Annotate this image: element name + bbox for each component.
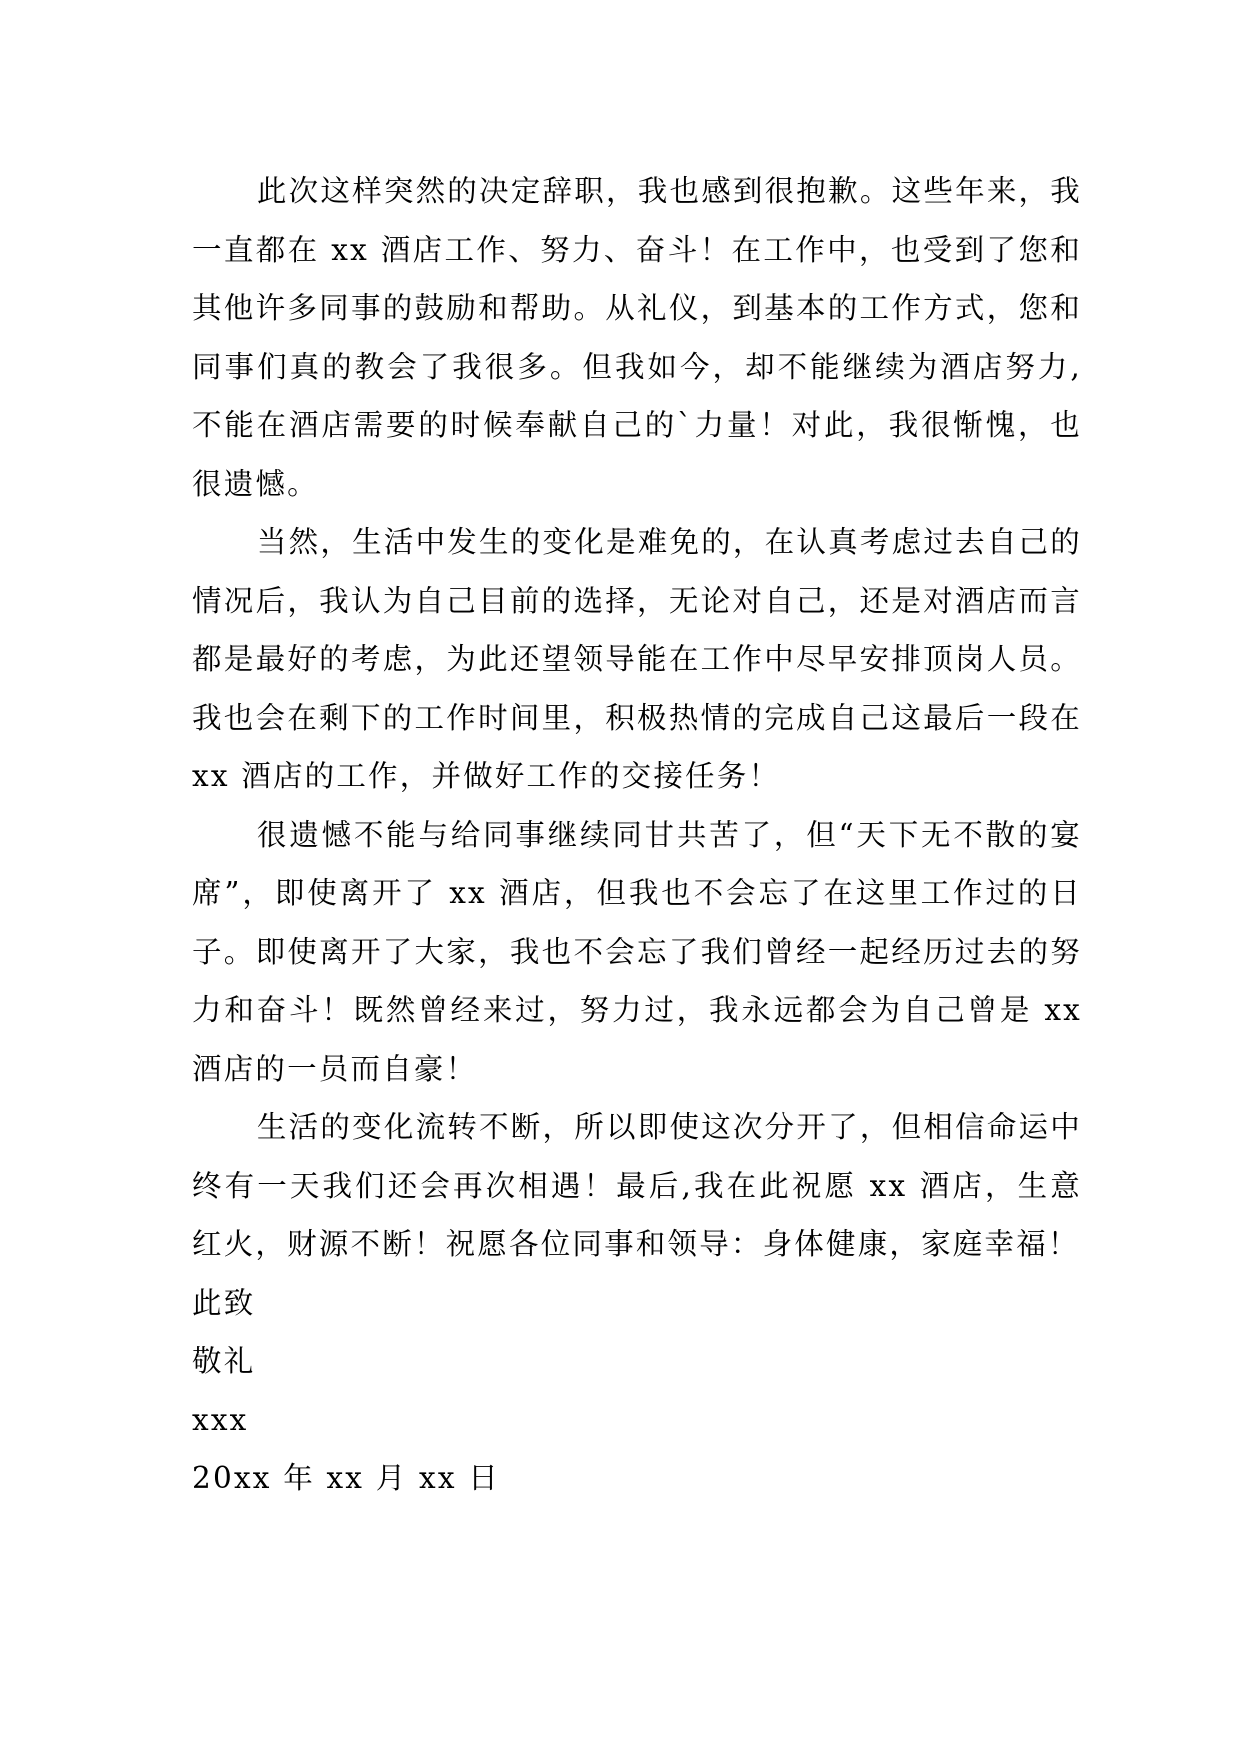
salutation-text: 敬礼	[192, 1344, 256, 1378]
closing-text: 此致	[192, 1285, 256, 1320]
paragraph-3: 很遗憾不能与给同事继续同甘共苦了，但“天下无不散的宴席”，即使离开了 xx 酒店，但我也不会忘了在这里工作过的日子。即使离开了大家，我也不会忘了我们曾经一起经历过去的努力和奋斗！既然曾经来过，努力过，我永远都会为自己曾是 xx 酒店的一员而自豪！	[192, 817, 1082, 1086]
letter-body	[192, 162, 1082, 1508]
paragraph-4: 生活的变化流转不断，所以即使这次分开了，但相信命运中终有一天我们还会再次相遇！最后,我在此祝愿 xx 酒店，生意红火，财源不断！祝愿各位同事和领导：身体健康，家庭幸福！	[192, 1110, 1082, 1261]
paragraph-2: 当然，生活中发生的变化是难免的，在认真考虑过去自己的情况后，我认为自己目前的选择，无论对自己，还是对酒店而言都是最好的考虑，为此还望领导能在工作中尽早安排顶岗人员。我也会在剩下的工作时间里，积极热情的完成自己这最后一段在 xx 酒店的工作，并做好工作的交接任务！	[192, 525, 1082, 793]
signature-name: xxx	[192, 1402, 249, 1437]
paragraph-1: 此次这样突然的决定辞职，我也感到很抱歉。这些年来，我一直都在 xx 酒店工作、努力、奋斗！在工作中，也受到了您和其他许多同事的鼓励和帮助。从礼仪，到基本的工作方式，您和同事们真的教会了我很多。但我如今，却不能继续为酒店努力,不能在酒店需要的时候奉献自己的`力量！对此，我很惭愧，也很遗憾。	[192, 174, 1082, 501]
signature-date: 20xx 年 xx 月 xx 日	[192, 1461, 500, 1495]
